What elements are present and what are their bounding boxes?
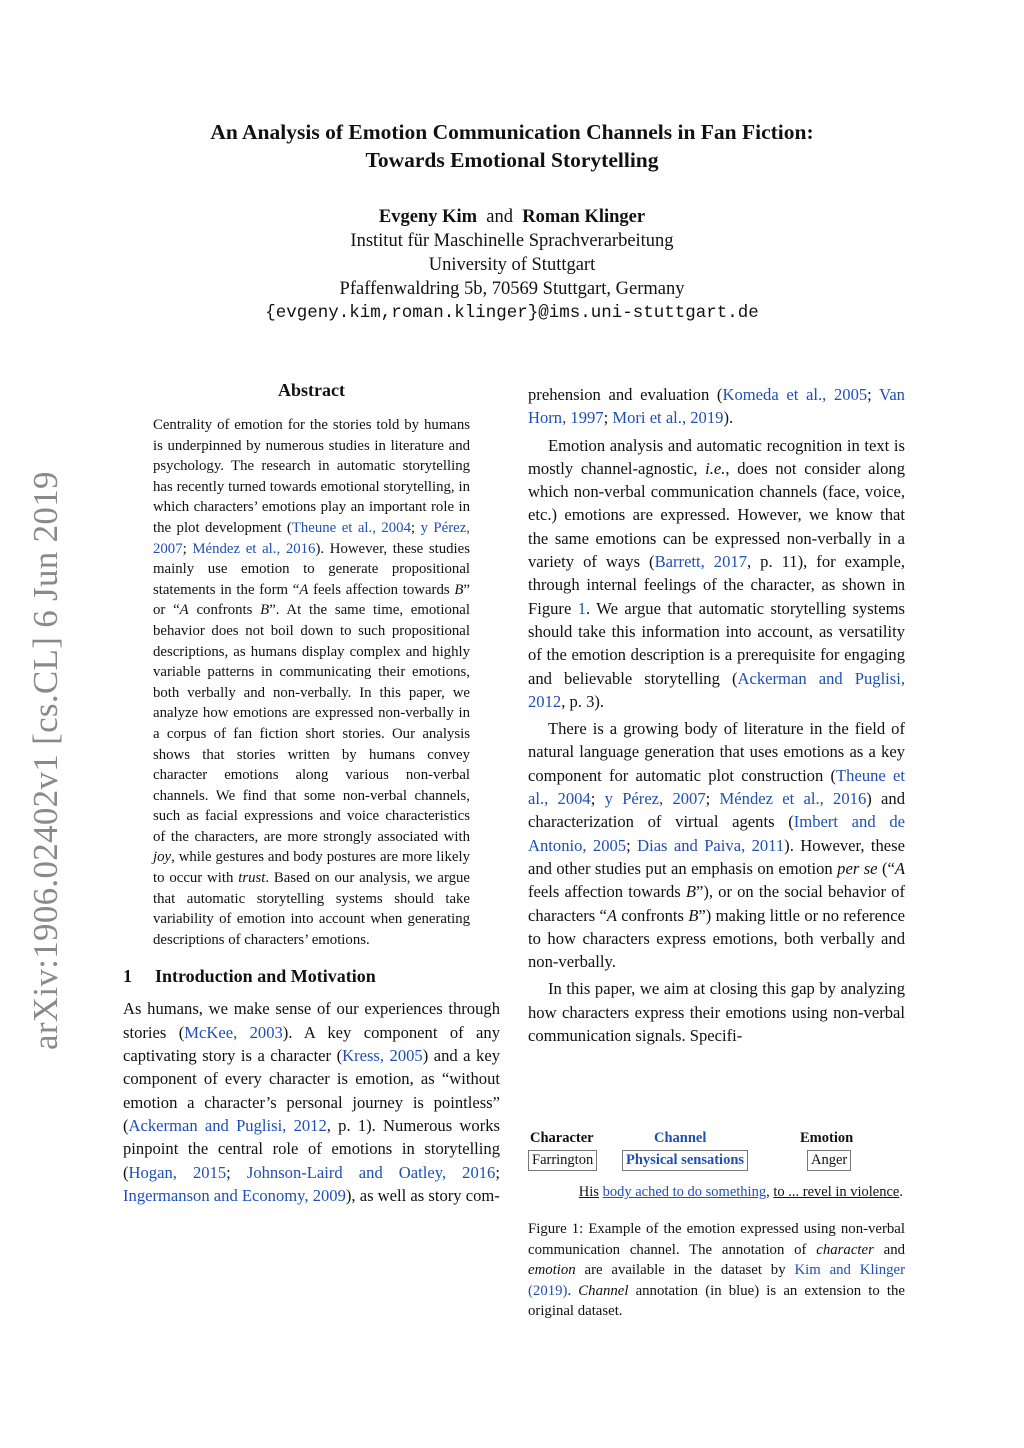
italic-term: B (688, 905, 699, 925)
abstract-part: , while gestures and body postures are more likely to occur with (153, 849, 470, 887)
sentence-channel-span: body ached to do something (602, 1184, 767, 1200)
separator: ; (226, 1162, 247, 1182)
body-text: Emotion analysis and automatic recognition in text is mostly channel-agnostic, (528, 435, 905, 478)
body-text: (“ (877, 858, 895, 878)
intro-paragraph (123, 997, 500, 1207)
paper-title (0, 118, 1024, 174)
paragraph: In this paper, we aim at closing this gap by analyzing how characters express their emotions using non-verbal communication signals. Specifi- (528, 979, 905, 1046)
section-heading (123, 966, 500, 987)
italic-term: B (454, 581, 464, 598)
italic-term: per se (837, 858, 878, 878)
italic-term: A (894, 858, 906, 878)
citation-link[interactable]: Kress, 2005 (342, 1046, 423, 1066)
address: Pfaffenwaldring 5b, 70569 Stuttgart, Germany (339, 279, 685, 299)
italic-term: emotion (528, 1262, 576, 1279)
separator: ; (182, 540, 193, 557)
separator: ; (705, 789, 720, 809)
abstract-part: ” or “ (153, 581, 470, 619)
body-text: , p. 1). Numerous works pinpoint the central role of emotions in storytelling ( (123, 1115, 500, 1182)
italic-term: Channel (578, 1282, 629, 1299)
caption-text: and (873, 1241, 905, 1258)
italic-term: i.e. (705, 458, 726, 478)
section-number: 1 (123, 966, 132, 987)
body-text: confronts (617, 905, 689, 925)
caption-text: . (567, 1282, 579, 1299)
citation-link[interactable]: Barrett, 2017 (654, 552, 747, 572)
figure-annotation-row (528, 1150, 905, 1176)
body-text: ). However, these and other studies put an emphasis on emotion (528, 835, 905, 878)
university: University of Stuttgart (428, 255, 596, 275)
italic-term: character (816, 1241, 874, 1258)
abstract-part: feels affection towards (308, 581, 455, 598)
citation-link[interactable]: Theune et al., 2004 (528, 765, 905, 809)
italic-term: A (299, 581, 309, 598)
citation-link[interactable]: Mori et al., 2019 (612, 408, 724, 428)
body-text: As humans, we make sense of our experiences through stories ( (123, 999, 500, 1042)
body-text: , does not consider along which non-verbal communication channels (face, voice, etc.) emotions are expressed. However, we know that the same emotions can be expressed non-verbally in a variety of ways ( (528, 458, 905, 572)
italic-term: A (606, 905, 618, 925)
sentence-end: . (899, 1184, 903, 1200)
citation-link[interactable]: McKee, 2003 (184, 1022, 283, 1042)
abstract-text (153, 415, 470, 950)
abstract-part: Centrality of emotion for the stories told by humans is underpinned by numerous studies in literature and psychology. The research in automatic storytelling has recently turned towards emotional storytelling, in which characters’ emotions play an important role in the plot development ( (153, 417, 470, 536)
section-title: Introduction and Motivation (155, 966, 376, 987)
figure-header-row (528, 1130, 905, 1148)
citation-link[interactable]: Kim and Klinger (2019) (528, 1262, 905, 1299)
figure-caption (528, 1219, 905, 1322)
citation-link[interactable]: Ackerman and Puglisi, 2012 (128, 1115, 327, 1135)
separator: ; (626, 835, 638, 855)
citation-link[interactable]: Van Horn, 1997 (528, 385, 905, 428)
italic-term: B (260, 602, 270, 619)
header-character: Character (530, 1130, 594, 1146)
header-channel: Channel (654, 1130, 707, 1146)
italic-term: A (179, 602, 189, 619)
author-1: Evgeny Kim (378, 207, 478, 227)
figure-sentence (528, 1184, 905, 1201)
figure-1 (528, 1130, 905, 1337)
sentence-emotion-span: to ... revel in violence (773, 1184, 900, 1200)
citation-link[interactable]: y Pérez, 2007 (604, 789, 706, 809)
citation-link[interactable]: Ackerman and Puglisi, 2012 (528, 668, 906, 711)
body-text: ”) making little or no reference to how characters express emotions, both verbally and non-verbally. (528, 905, 905, 972)
citation-link[interactable]: Imbert and de Antonio, 2005 (528, 812, 905, 855)
author-and: and (486, 207, 514, 227)
body-text: . We argue that automatic storytelling systems should take this information into account, as versatility of the emotion description is a prerequisite for engaging and believable storytelling ( (528, 598, 905, 688)
title-line-1: An Analysis of Emotion Communication Channels in Fan Fiction: (210, 120, 814, 144)
abstract-part: . Based on our analysis, we argue that automatic storytelling systems should take variability of emotion into account when generating descriptions of characters’ emotions. (153, 870, 470, 948)
title-line-2: Towards Emotional Storytelling (365, 148, 659, 172)
abstract-heading: Abstract (278, 380, 345, 400)
italic-term: joy (153, 849, 172, 866)
italic-term: trust (238, 870, 266, 887)
citation-link[interactable]: Ingermanson and Economy, 2009 (123, 1185, 346, 1205)
abstract-part: ). However, these studies mainly use emotion to generate propositional statements in the form “ (153, 540, 470, 598)
author-names (0, 205, 1024, 229)
caption-text: Figure 1: Example of the emotion expressed using non-verbal communication channel. The annotation of (528, 1221, 905, 1258)
separator: ; (867, 385, 880, 404)
citation-link[interactable]: Hogan, 2015 (128, 1162, 227, 1182)
separator: ; (590, 789, 605, 809)
separator: ; (410, 519, 421, 536)
right-column (528, 383, 905, 1051)
citation-link[interactable]: Dias and Paiva, 2011 (637, 835, 785, 855)
body-text: , p. 11), for example, through internal feelings of the character, as shown in Figure (528, 552, 906, 618)
channel-box: Physical sensations (622, 1150, 748, 1171)
body-text: prehension and evaluation ( (528, 385, 723, 404)
body-text: There is a growing body of literature in the field of natural language generation that uses emotions as a key component for automatic plot construction ( (528, 719, 905, 785)
author-block (0, 205, 1024, 325)
body-text: ). (723, 408, 734, 428)
body-text: ) and characterization of virtual agents ( (528, 789, 906, 832)
separator: ; (603, 408, 613, 428)
header-emotion: Emotion (800, 1130, 854, 1146)
sentence-his: His (578, 1184, 599, 1200)
italic-term: B (685, 882, 697, 902)
citation-link[interactable]: Johnson-Laird and Oatley, 2016 (246, 1162, 496, 1182)
caption-text: are available in the dataset by (575, 1262, 795, 1279)
citation-link[interactable]: y Pérez, 2007 (153, 519, 470, 557)
paragraph (528, 717, 905, 973)
body-text: ”), or on the social behavior of characters “ (528, 882, 906, 925)
body-text: ). A key component of any captivating story is a character ( (123, 1022, 500, 1066)
citation-link[interactable]: Méndez et al., 2016 (192, 540, 316, 557)
figure-ref-link[interactable]: 1 (577, 598, 587, 618)
caption-text: annotation (in blue) is an extension to the original dataset. (528, 1282, 905, 1320)
body-text: feels affection towards (528, 882, 686, 902)
author-2: Roman Klinger (522, 207, 646, 227)
paragraph (528, 434, 905, 714)
institute: Institut für Maschinelle Sprachverarbeitung (350, 231, 674, 251)
separator: , (766, 1184, 774, 1200)
body-text: ) and a key component of every character is emotion, as “without emotion a character’s personal journey is pointless” ( (123, 1046, 500, 1135)
abstract-part: ”. At the same time, emotional behavior does not boil down to such propositional descriptions, as humans display complex and highly variable patterns in communicating their emotions, both verbally and non-verbally. In this paper, we analyze how emotions are expressed non-verbally in a corpus of fan fiction short stories. Our analysis shows that stories written by humans convey character emotions along various non-verbal channels. We find that some non-verbal channels, such as facial expressions and voice characteristics of the characters, are more strongly associated with (153, 602, 470, 845)
left-column (123, 380, 500, 1207)
emotion-box: Anger (807, 1150, 851, 1171)
body-text: , p. 3). (561, 691, 605, 711)
arxiv-stamp: arXiv:1906.02402v1 [cs.CL] 6 Jun 2019 (26, 471, 65, 1050)
citation-link[interactable]: Theune et al., 2004 (291, 519, 411, 536)
citation-link[interactable]: Méndez et al., 2016 (719, 789, 867, 809)
body-text: ), as well as story com- (345, 1185, 500, 1205)
citation-link[interactable]: Komeda et al., 2005 (722, 385, 868, 404)
abstract-part: confronts (188, 602, 261, 619)
email: {evgeny.kim,roman.klinger}@ims.uni-stuttgart.de (265, 303, 759, 323)
separator: ; (495, 1162, 500, 1182)
character-box: Farrington (528, 1150, 597, 1171)
continued-paragraph (528, 383, 905, 430)
